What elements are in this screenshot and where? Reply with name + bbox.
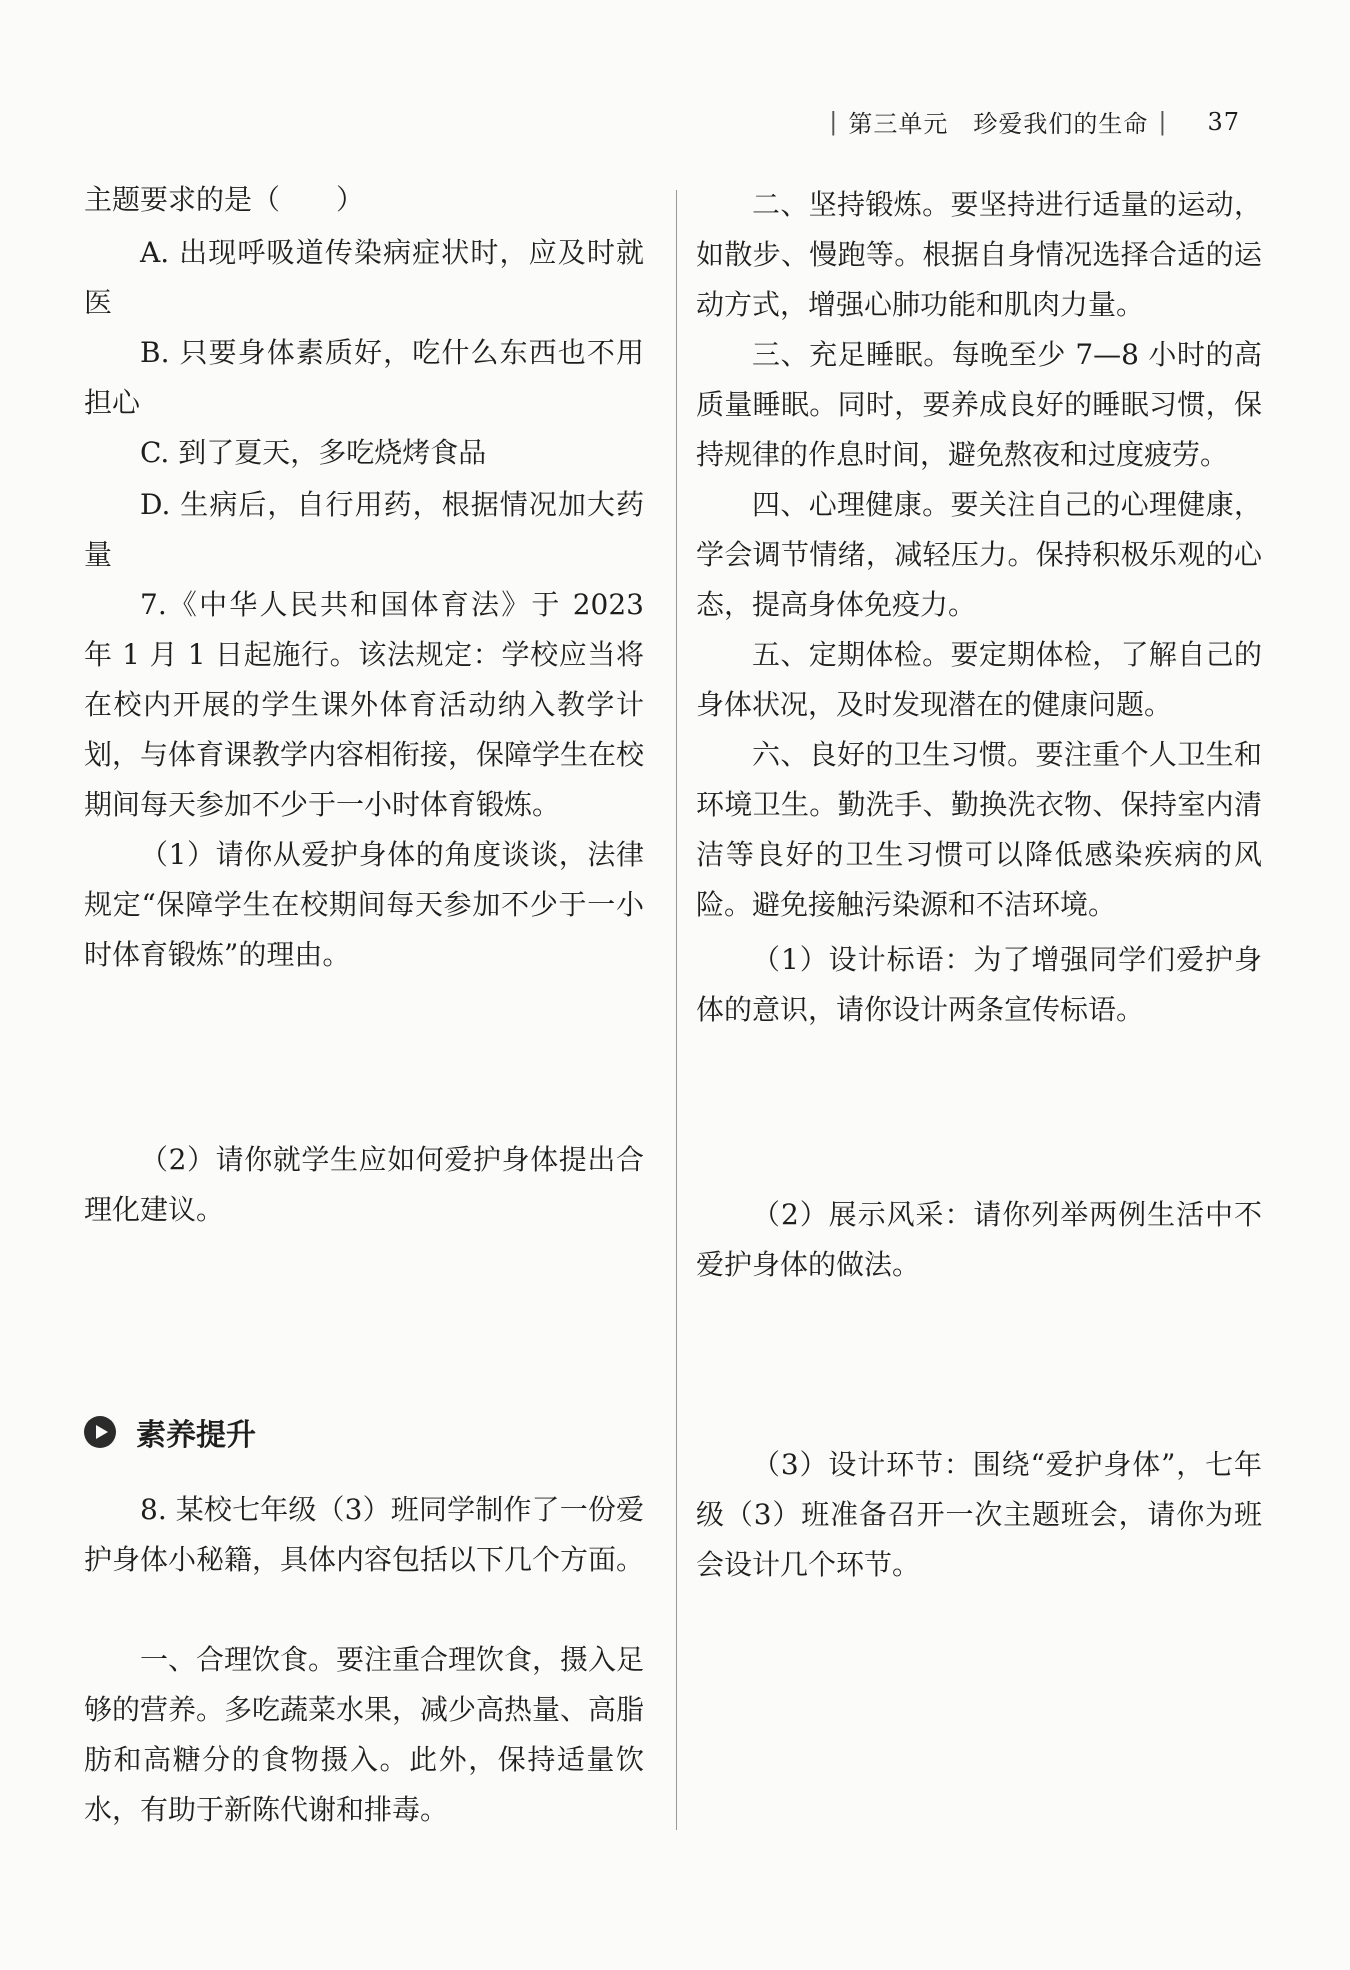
q8-part3: （3）设计环节：围绕“爱护身体”，七年级（3）班准备召开一次主题班会，请你为班会设计几个环节。 bbox=[696, 1448, 1262, 1581]
q6-option-c: C. 到了夏天，多吃烧烤食品 bbox=[140, 436, 487, 469]
q8-part2: （2）展示风采：请你列举两例生活中不爱护身体的做法。 bbox=[696, 1198, 1262, 1281]
q8-item-diet: 一、合理饮食。要注重合理饮食，摄入足够的营养。多吃蔬菜水果，减少高热量、高脂肪和高糖分的食物摄入。此外，保持适量饮水，有助于新陈代谢和排毒。 bbox=[84, 1643, 645, 1826]
q6-option-a: A. 出现呼吸道传染病症状时，应及时就医 bbox=[84, 236, 644, 319]
page-number: 37 bbox=[1207, 107, 1240, 136]
q6-option-d: D. 生病后，自行用药，根据情况加大药量 bbox=[84, 488, 644, 571]
section-title: 素养提升 bbox=[136, 1418, 256, 1453]
running-header bbox=[819, 104, 1240, 139]
header-divider: | bbox=[829, 107, 839, 136]
q8-item-sleep: 三、充足睡眠。每晚至少 7—8 小时的高质量睡眠。同时，要养成良好的睡眠习惯，保持规律的作息时间，避免熬夜和过度疲劳。 bbox=[696, 338, 1262, 471]
header-divider: | bbox=[1158, 107, 1168, 136]
column-divider bbox=[676, 190, 677, 1830]
section-heading bbox=[84, 1410, 256, 1454]
q6-option-b: B. 只要身体素质好，吃什么东西也不用担心 bbox=[84, 336, 644, 419]
play-icon bbox=[84, 1416, 116, 1448]
q8-item-mental-health: 四、心理健康。要关注自己的心理健康，学会调节情绪，减轻压力。保持积极乐观的心态，提高身体免疫力。 bbox=[696, 488, 1262, 621]
q8-item-exercise: 二、坚持锻炼。要坚持进行适量的运动，如散步、慢跑等。根据自身情况选择合适的运动方式，增强心肺功能和肌肉力量。 bbox=[696, 188, 1262, 321]
q8-item-hygiene: 六、良好的卫生习惯。要注重个人卫生和环境卫生。勤洗手、勤换洗衣物、保持室内清洁等良好的卫生习惯可以降低感染疾病的风险。避免接触污染源和不洁环境。 bbox=[696, 738, 1262, 921]
q8-stem: 8. 某校七年级（3）班同学制作了一份爱护身体小秘籍，具体内容包括以下几个方面。 bbox=[84, 1493, 645, 1576]
q7-part2: （2）请你就学生应如何爱护身体提出合理化建议。 bbox=[84, 1143, 644, 1226]
unit-title: 第三单元 珍爱我们的生命 bbox=[848, 110, 1149, 138]
q7-part1: （1）请你从爱护身体的角度谈谈，法律规定“保障学生在校期间每天参加不少于一小时体育锻炼”的理由。 bbox=[84, 838, 644, 971]
q7-stem: 7.《中华人民共和国体育法》于 2023 年 1 月 1 日起施行。该法规定：学校应当将在校内开展的学生课外体育活动纳入教学计划，与体育课教学内容相衔接，保障学生在校期间每天参加不少于一小时体育锻炼。 bbox=[84, 588, 645, 821]
q6-stem-end: 主题要求的是（ ） bbox=[84, 183, 365, 216]
q8-part1: （1）设计标语：为了增强同学们爱护身体的意识，请你设计两条宣传标语。 bbox=[696, 943, 1262, 1026]
q8-item-checkup: 五、定期体检。要定期体检，了解自己的身体状况，及时发现潜在的健康问题。 bbox=[696, 638, 1262, 721]
